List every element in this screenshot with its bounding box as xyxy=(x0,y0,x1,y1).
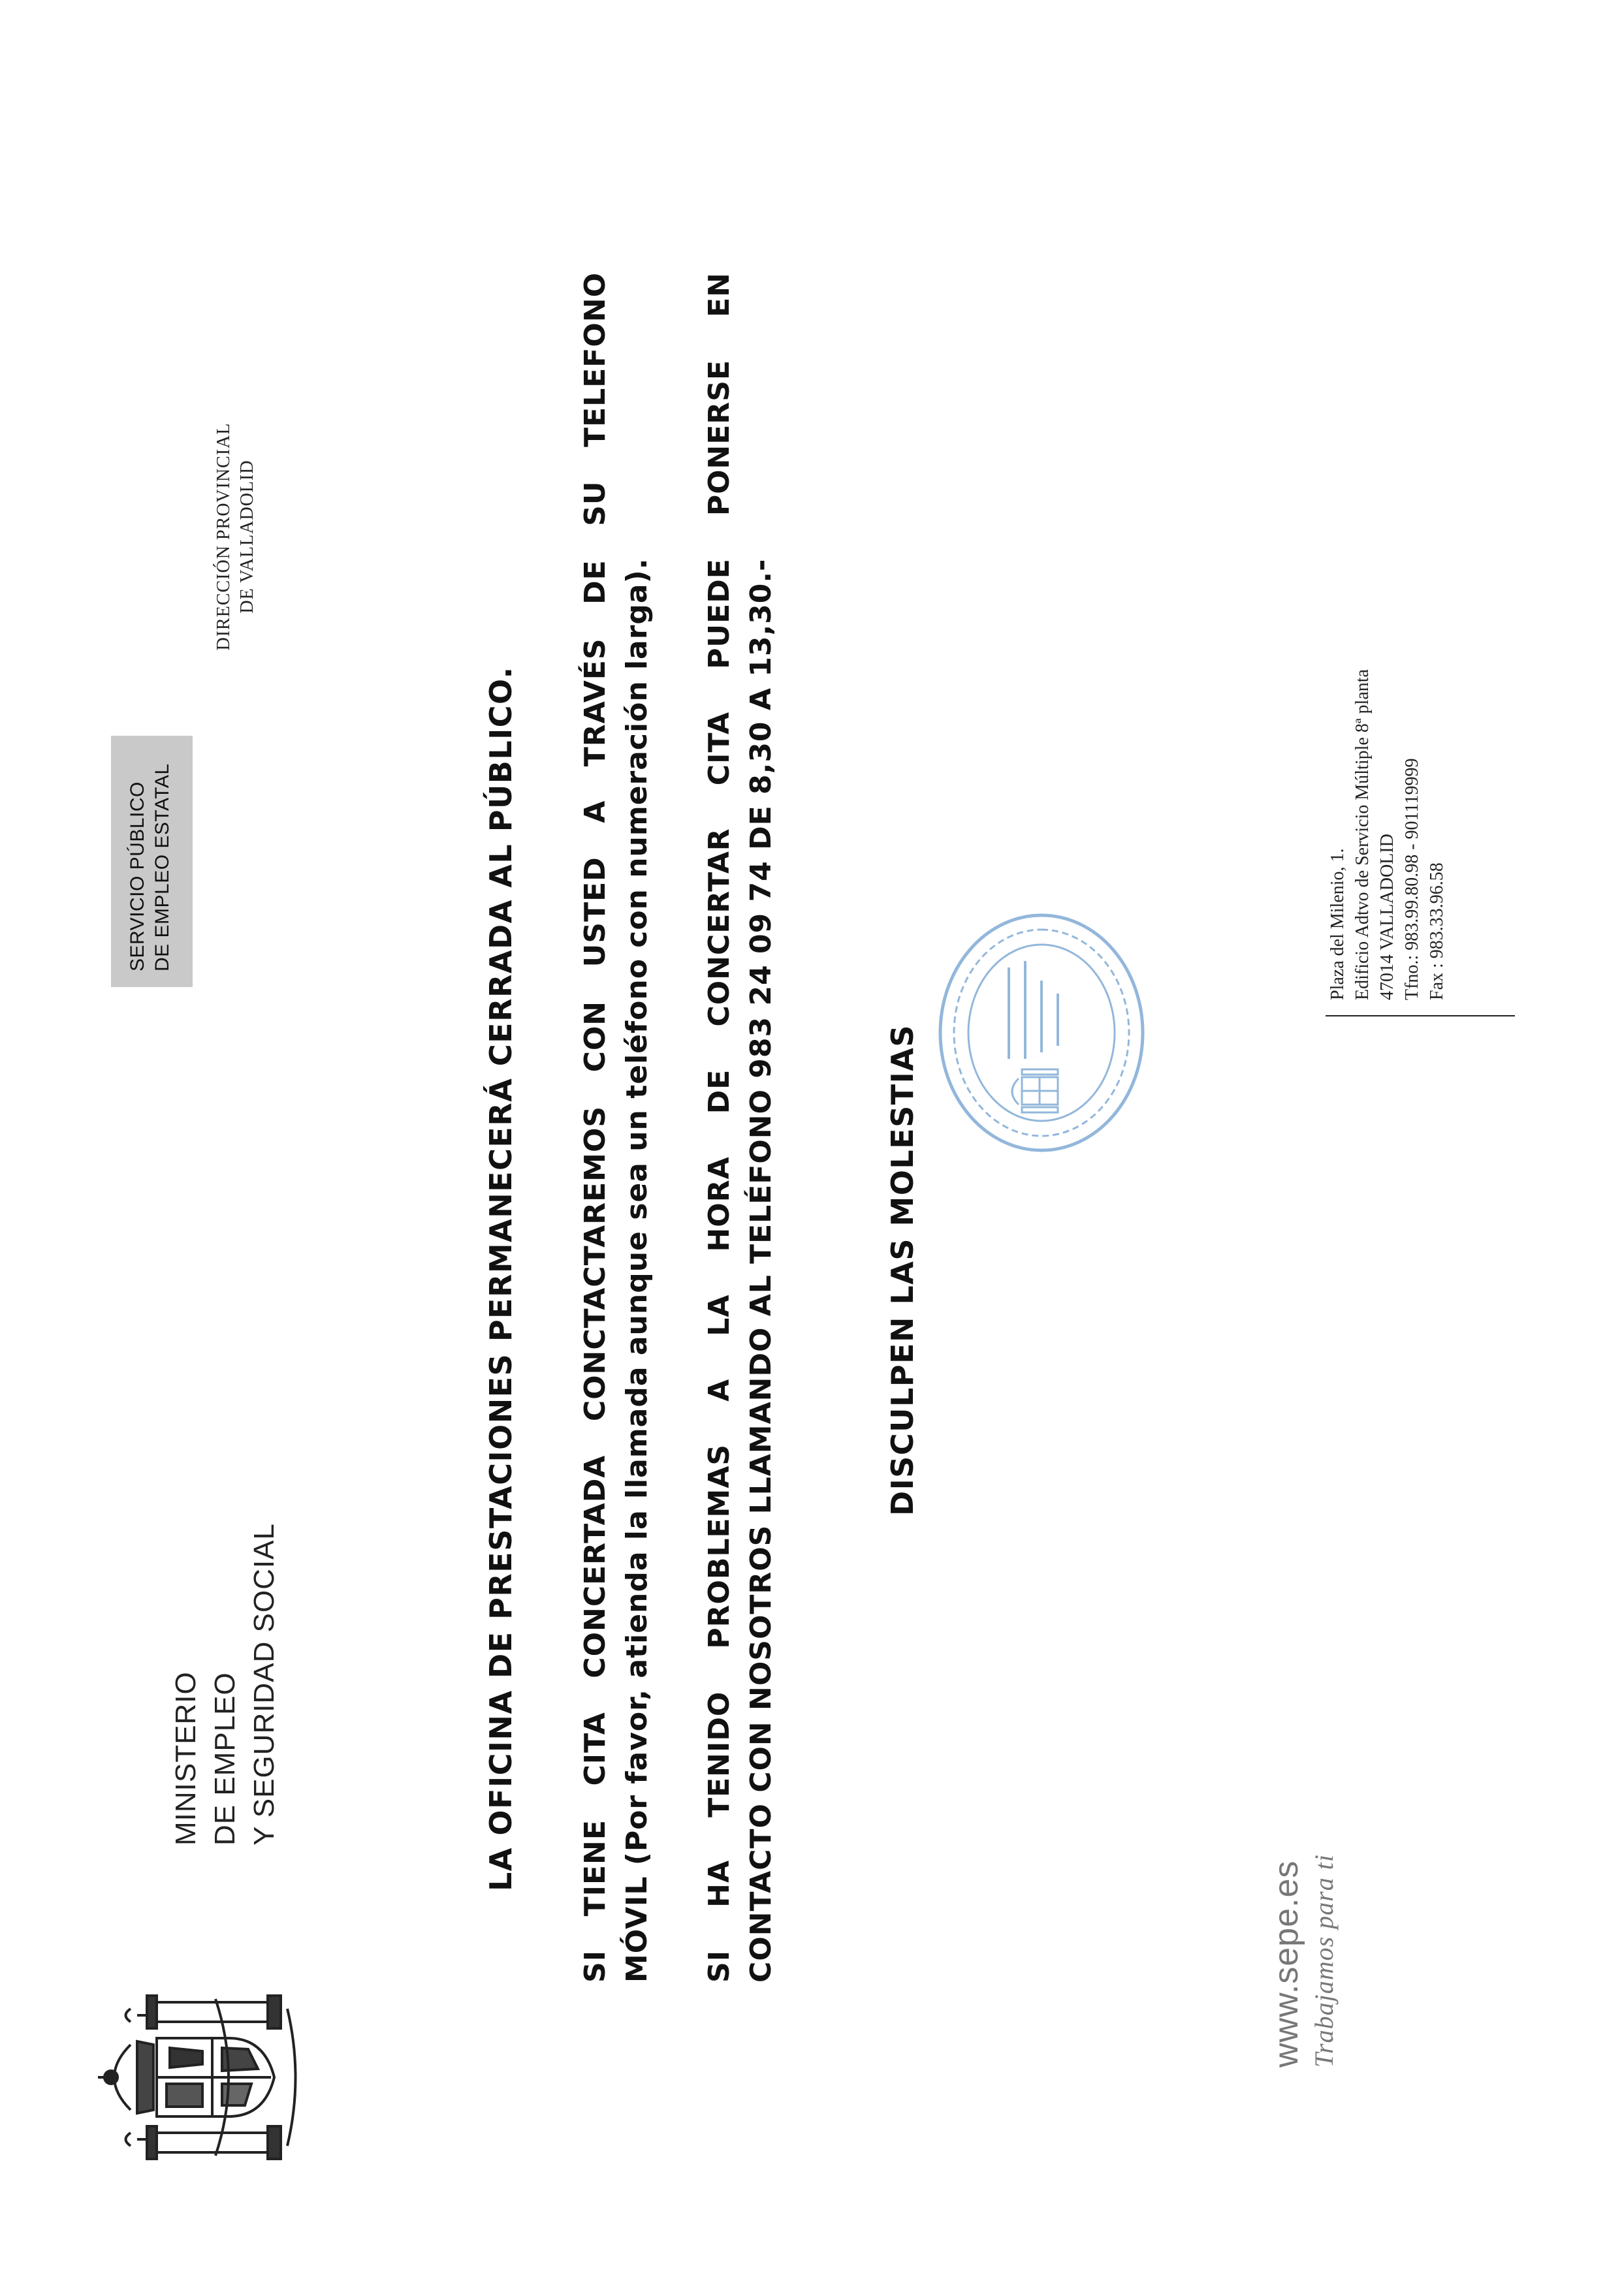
apology-text: DISCULPEN LAS MOLESTIAS xyxy=(885,1024,920,1516)
paragraph-line: SI TIENE CITA CONCERTADA CONCTACTAREMOS CON USTED A TRAVÉS DE SU TELEFONO xyxy=(579,272,612,1983)
website-footer xyxy=(1267,1854,1339,2068)
paragraph-line: MÓVIL (Por favor, atienda la llamada aunque sea un teléfono con numeración larga). xyxy=(620,558,654,1983)
contact-paragraph xyxy=(699,272,782,1983)
notice-heading: LA OFICINA DE PRESTACIONES PERMANECERÁ CERRADA AL PÚBLICO. xyxy=(483,666,518,1891)
slogan: Trabajamos para ti xyxy=(1309,1854,1339,2068)
ministry-line: DE EMPLEO xyxy=(209,1672,241,1846)
coat-of-arms-logo xyxy=(91,1989,307,2165)
address-line: Edificio Adtvo de Servicio Múltiple 8ª planta xyxy=(1352,669,1373,1000)
website-link[interactable]: www.sepe.es xyxy=(1267,1860,1305,2068)
address-line: 47014 VALLADOLID xyxy=(1377,834,1397,1000)
office-address xyxy=(1326,669,1450,1000)
address-line: Plaza del Milenio, 1. xyxy=(1328,848,1348,1000)
address-line: Tfno.: 983.99.80.98 - 901119999 xyxy=(1402,758,1422,1000)
provincial-direction xyxy=(212,308,259,765)
appointment-paragraph xyxy=(575,272,658,1983)
direction-line: DE VALLADOLID xyxy=(237,460,257,614)
sepe-label-line: SERVICIO PÚBLICO xyxy=(127,781,148,971)
paragraph-line: CONTACTO CON NOSOTROS LLAMANDO AL TELÉFONO 983 24 09 74 DE 8,30 A 13,30.- xyxy=(744,558,778,1983)
ministry-name xyxy=(167,1523,284,1846)
ministry-line: Y SEGURIDAD SOCIAL xyxy=(248,1523,280,1846)
paragraph-line: SI HA TENIDO PROBLEMAS A LA HORA DE CONCERTAR CITA PUEDE PONERSE EN xyxy=(703,272,736,1983)
address-line: Fax : 983.33.96.58 xyxy=(1427,862,1447,1000)
sepe-label-box xyxy=(111,736,193,987)
direction-line: DIRECCIÓN PROVINCIAL xyxy=(214,422,234,651)
address-divider xyxy=(1326,1015,1515,1016)
sepe-label-line: DE EMPLEO ESTATAL xyxy=(151,763,173,971)
official-stamp xyxy=(934,909,1149,1157)
ministry-line: MINISTERIO xyxy=(170,1671,202,1846)
